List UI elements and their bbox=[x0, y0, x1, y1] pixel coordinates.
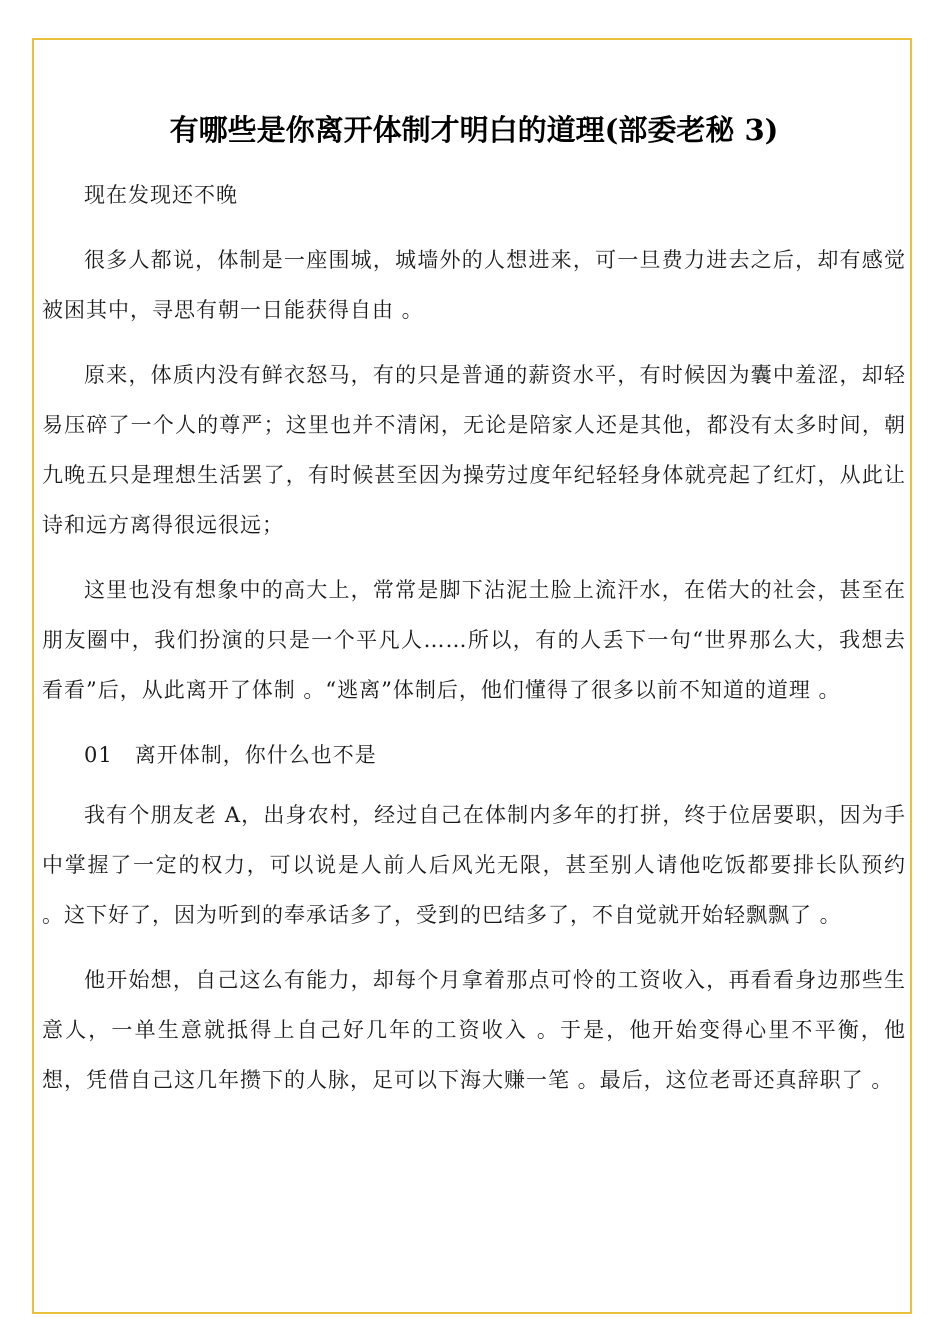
paragraph-intro: 现在发现还不晚 bbox=[84, 183, 238, 207]
paragraph: 很多人都说，体制是一座围城，城墙外的人想进来，可一旦费力进去之后，却有感觉被困其中，寻思有朝一日能获得自由 。 bbox=[42, 248, 906, 322]
section-heading: 01 离开体制，你什么也不是 bbox=[84, 743, 377, 767]
paragraph: 我有个朋友老 A，出身农村，经过自己在体制内多年的打拼，终于位居要职，因为手中掌握了一定的权力，可以说是人前人后风光无限，甚至别人请他吃饭都要排长队预约 。这下好了，因为听到的奉承话多了，受到的巴结多了，不自觉就开始轻飘飘了 。 bbox=[42, 803, 906, 927]
document-title: 有哪些是你离开体制才明白的道理(部委老秘 3) bbox=[169, 113, 779, 147]
paragraph: 他开始想，自己这么有能力，却每个月拿着那点可怜的工资收入，再看看身边那些生意人，一单生意就抵得上自己好几年的工资收入 。于是，他开始变得心里不平衡，他想，凭借自己这几年攒下的人脉，足可以下海大赚一笔 。最后，这位老哥还真辞职了 。 bbox=[42, 968, 906, 1092]
paragraph-list bbox=[42, 170, 906, 1105]
paragraph: 原来，体质内没有鲜衣怒马，有的只是普通的薪资水平，有时候因为囊中羞涩，却轻易压碎了一个人的尊严；这里也并不清闲，无论是陪家人还是其他，都没有太多时间，朝九晚五只是理想生活罢了，有时候甚至因为操劳过度年纪轻轻身体就亮起了红灯，从此让诗和远方离得很远很远； bbox=[42, 363, 906, 537]
document-body bbox=[42, 38, 906, 1120]
paragraph: 这里也没有想象中的高大上，常常是脚下沾泥土脸上流汗水，在偌大的社会，甚至在朋友圈中，我们扮演的只是一个平凡人……所以，有的人丢下一句“世界那么大，我想去看看”后，从此离开了体制 。“逃离”体制后，他们懂得了很多以前不知道的道理 。 bbox=[42, 578, 906, 702]
